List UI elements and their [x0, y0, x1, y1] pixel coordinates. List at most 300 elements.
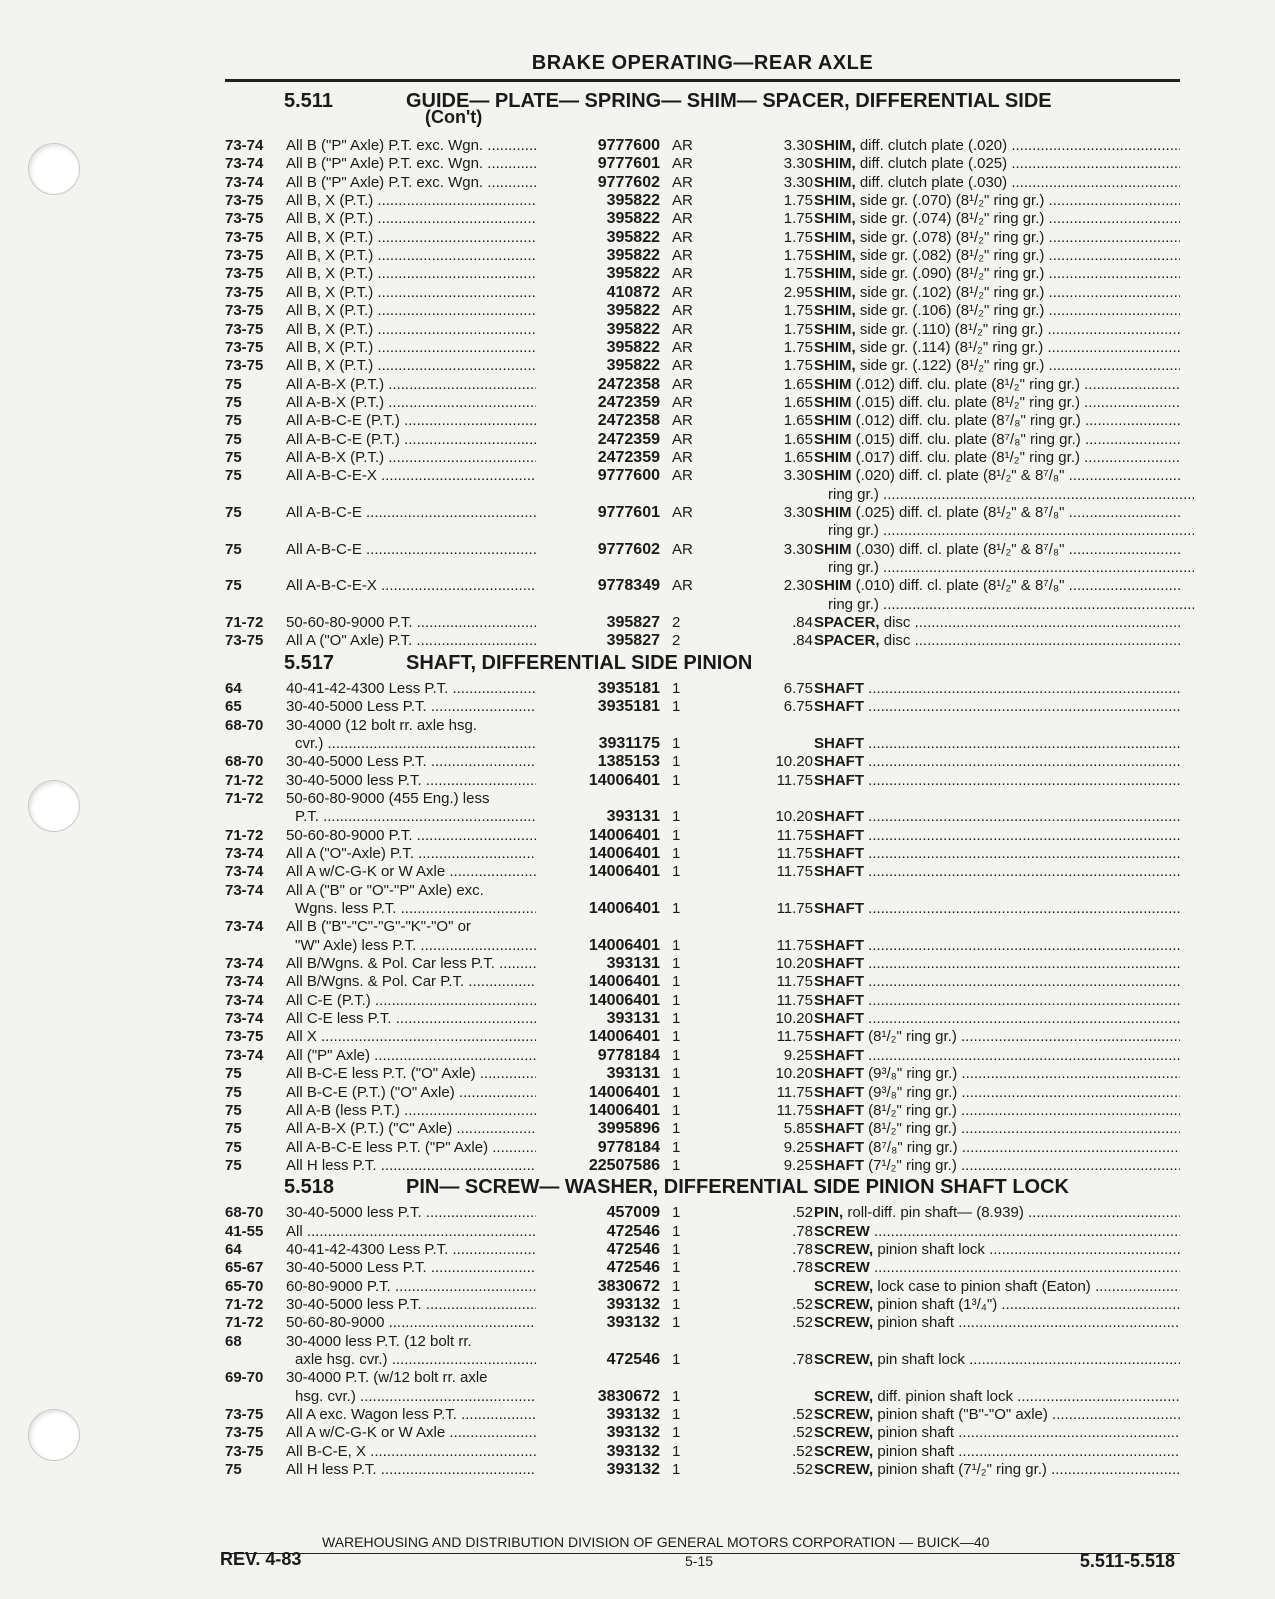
part-description	[814, 1028, 1180, 1046]
part-detail: (.015) diff. clu. plate (8⁷/₈" ring gr.)	[851, 430, 1081, 448]
model-year: 73-75	[225, 1028, 264, 1046]
model-year: 65-67	[225, 1259, 264, 1277]
table-row	[225, 577, 1180, 595]
model-application: All .....	[286, 1223, 536, 1241]
model-year: 71-72	[225, 1314, 264, 1332]
model-application: All A-B-C-E .....	[286, 504, 536, 522]
part-name: SHAFT	[814, 808, 864, 826]
table-row	[225, 1406, 1180, 1424]
quantity: 1	[672, 1065, 681, 1083]
table-row	[225, 790, 1180, 808]
model-application-continued: axle hsg. cvr.) .....	[295, 1351, 536, 1369]
price: .78	[792, 1222, 813, 1240]
model-application: 50-60-80-9000 (455 Eng.) less	[286, 789, 490, 807]
part-name: SHAFT	[814, 1101, 864, 1119]
quantity: 1	[672, 1204, 681, 1222]
part-number: 14006401	[588, 771, 660, 789]
model-year: 73-74	[225, 955, 264, 973]
table-row	[225, 1204, 1180, 1222]
table-row	[225, 1296, 1180, 1314]
part-detail: roll-diff. pin shaft— (8.939)	[843, 1204, 1024, 1222]
model-application: All A-B-C-E .....	[286, 541, 536, 559]
model-application: All B, X (P.T.) .....	[286, 302, 536, 320]
model-application: All B-C-E (P.T.) ("O" Axle) .....	[286, 1084, 536, 1102]
table-row	[225, 321, 1180, 339]
part-description	[814, 1139, 1180, 1157]
part-detail: (8¹/₂" ring gr.)	[864, 1028, 957, 1046]
part-detail: (8⁷/₈" ring gr.)	[864, 1138, 958, 1156]
price: .52	[792, 1314, 813, 1332]
part-description	[814, 467, 1180, 485]
part-name: SHIM,	[814, 338, 856, 356]
part-description	[814, 808, 1180, 826]
quantity: 1	[672, 863, 681, 881]
model-year: 73-74	[225, 844, 264, 862]
table-row	[225, 229, 1180, 247]
part-name: SHAFT	[814, 863, 864, 881]
section-number: 5.518	[284, 1176, 335, 1199]
quantity: AR	[672, 228, 693, 246]
quantity: AR	[672, 375, 693, 393]
table-row	[225, 680, 1180, 698]
model-application: All X .....	[286, 1028, 536, 1046]
table-row	[225, 1314, 1180, 1332]
part-detail: (8¹/₂" ring gr.)	[864, 1101, 957, 1119]
quantity: AR	[672, 265, 693, 283]
quantity: AR	[672, 577, 693, 595]
section-heading	[284, 1176, 1069, 1199]
part-number: 14006401	[588, 900, 660, 917]
model-application: All H less P.T. .....	[286, 1157, 536, 1175]
part-name: SHAFT	[814, 973, 864, 991]
model-year: 73-75	[225, 302, 264, 320]
model-year: 73-74	[225, 863, 264, 881]
table-row	[225, 559, 1180, 577]
quantity: 1	[672, 808, 681, 826]
part-name: SHIM,	[814, 210, 856, 228]
table-row	[225, 376, 1180, 394]
quantity: AR	[672, 302, 693, 320]
description-continuation: ring gr.) .....	[828, 486, 1194, 504]
part-name: SHAFT	[814, 771, 864, 789]
part-description	[814, 955, 1180, 973]
quantity: 1	[672, 1442, 681, 1460]
section-title: PIN— SCREW— WASHER, DIFFERENTIAL SIDE PINION SHAFT LOCK	[406, 1176, 1069, 1199]
model-year: 73-75	[225, 1424, 264, 1442]
table-row	[225, 265, 1180, 283]
price: .52	[792, 1296, 813, 1313]
part-name: SHIM,	[814, 192, 856, 210]
part-number: 3931175	[598, 734, 660, 752]
quantity: 1	[672, 1387, 681, 1405]
model-application: All B, X (P.T.) .....	[286, 210, 536, 228]
table-row	[225, 955, 1180, 973]
part-name: SCREW,	[814, 1351, 874, 1369]
model-application-continued: hsg. cvr.) .....	[295, 1388, 536, 1406]
quantity: 2	[672, 632, 681, 650]
part-number: 9777600	[597, 137, 660, 154]
model-year: 71-72	[225, 789, 264, 807]
part-name: SHIM	[814, 504, 852, 521]
part-number: 472546	[606, 1240, 660, 1258]
price: 10.20	[775, 808, 813, 826]
part-description	[814, 1351, 1180, 1369]
part-number: 9777602	[597, 540, 660, 558]
model-application: All A-B-C-E-X .....	[286, 467, 536, 485]
price: 1.65	[783, 448, 813, 466]
model-year: 73-75	[225, 283, 264, 301]
table-row	[225, 449, 1180, 467]
part-description	[814, 1296, 1180, 1314]
quantity: 1	[672, 1101, 681, 1119]
part-number: 393132	[606, 1461, 660, 1479]
part-name: SCREW,	[814, 1461, 874, 1479]
price: 11.75	[776, 973, 813, 991]
part-number: 9778184	[597, 1138, 660, 1156]
part-description	[814, 1406, 1180, 1424]
part-detail: (.010) diff. cl. plate (8¹/₂" & 8⁷/₈"	[851, 577, 1065, 595]
description-continuation: ring gr.) .....	[828, 522, 1194, 540]
part-description	[814, 1204, 1180, 1222]
model-year: 73-74	[225, 1046, 264, 1064]
part-number: 472546	[606, 1259, 660, 1277]
price: 3.30	[783, 137, 813, 154]
price: 1.75	[783, 192, 813, 210]
part-description	[814, 753, 1180, 771]
part-number: 393131	[606, 955, 660, 973]
price: 11.75	[776, 844, 813, 862]
model-year: 75	[225, 467, 242, 485]
price: .78	[792, 1240, 813, 1258]
part-name: SPACER,	[814, 632, 880, 650]
price: 11.75	[776, 826, 813, 844]
part-number: 395822	[606, 265, 660, 283]
part-description	[814, 284, 1180, 302]
part-number: 395822	[606, 210, 660, 228]
model-application: 30-40-5000 less P.T. .....	[286, 1296, 536, 1314]
price: 6.75	[783, 679, 813, 697]
part-detail: (.012) diff. clu. plate (8⁷/₈" ring gr.)	[851, 412, 1081, 430]
model-year: 64	[225, 679, 242, 697]
price: 2.30	[783, 577, 813, 595]
model-application: All B-C-E, X .....	[286, 1443, 536, 1461]
model-application: 60-80-9000 P.T. .....	[286, 1278, 536, 1296]
table-row	[225, 412, 1180, 430]
quantity: 1	[672, 991, 681, 1009]
part-description	[814, 900, 1180, 918]
part-detail: pinion shaft (7¹/₂" ring gr.)	[873, 1461, 1047, 1479]
quantity: 1	[672, 973, 681, 991]
model-year: 75	[225, 393, 242, 411]
part-number: 3995896	[597, 1120, 660, 1138]
part-detail: side gr. (.102) (8¹/₂" ring gr.)	[855, 283, 1045, 301]
price: 9.25	[783, 1156, 813, 1174]
part-number: 393132	[606, 1442, 660, 1460]
model-year: 75	[225, 1120, 242, 1138]
model-year: 73-74	[225, 1010, 264, 1028]
part-description	[814, 1259, 1180, 1277]
price: 1.75	[783, 210, 813, 228]
model-year: 73-75	[225, 320, 264, 338]
price: 11.75	[776, 991, 813, 1009]
part-description	[814, 1102, 1180, 1120]
table-row	[225, 1065, 1180, 1083]
table-row	[225, 753, 1180, 771]
part-description	[814, 394, 1180, 412]
part-number: 14006401	[588, 826, 660, 844]
part-description	[814, 1120, 1180, 1138]
header-rule	[225, 79, 1180, 82]
part-description	[814, 973, 1180, 991]
quantity: 1	[672, 1424, 681, 1442]
model-application: 30-40-5000 Less P.T. .....	[286, 753, 536, 771]
part-description	[814, 504, 1180, 522]
model-application: All A-B (less P.T.) .....	[286, 1102, 536, 1120]
part-number: 457009	[606, 1204, 660, 1222]
quantity: 1	[672, 1156, 681, 1174]
binder-hole-bottom	[28, 1409, 80, 1461]
footer-division: WAREHOUSING AND DISTRIBUTION DIVISION OF GENERAL MOTORS CORPORATION — BUICK—40	[322, 1534, 990, 1550]
model-year: 75	[225, 1461, 242, 1479]
model-year: 75	[225, 1083, 242, 1101]
model-application: 30-4000 (12 bolt rr. axle hsg.	[286, 716, 477, 734]
model-application: 30-40-5000 less P.T. .....	[286, 772, 536, 790]
part-number: 393131	[606, 808, 660, 826]
table-row	[225, 1241, 1180, 1259]
part-name: SCREW,	[814, 1442, 874, 1460]
table-row	[225, 632, 1180, 650]
part-detail: side gr. (.090) (8¹/₂" ring gr.)	[855, 265, 1045, 283]
price: 1.75	[783, 320, 813, 338]
part-description	[814, 1047, 1180, 1065]
price: 3.30	[783, 155, 813, 173]
table-row	[225, 467, 1180, 485]
quantity: AR	[672, 357, 693, 375]
model-application-continued: cvr.) .....	[295, 735, 536, 753]
table-row	[225, 541, 1180, 559]
model-application: 40-41-42-4300 Less P.T. .....	[286, 1241, 536, 1259]
model-year: 73-75	[225, 1406, 264, 1424]
part-number: 393132	[606, 1296, 660, 1313]
table-row	[225, 339, 1180, 357]
model-application: All A-B-C-E less P.T. ("P" Axle) .....	[286, 1139, 536, 1157]
price: 3.30	[783, 504, 813, 521]
part-description	[814, 302, 1180, 320]
table-row	[225, 522, 1180, 540]
price: 1.75	[783, 228, 813, 246]
part-number: 3935181	[597, 698, 660, 716]
quantity: AR	[672, 283, 693, 301]
price: 9.25	[783, 1046, 813, 1064]
model-application: All A-B-X (P.T.) ("C" Axle) .....	[286, 1120, 536, 1138]
quantity: AR	[672, 210, 693, 228]
model-year: 73-74	[225, 918, 264, 936]
quantity: 1	[672, 1010, 681, 1028]
part-detail: (.012) diff. clu. plate (8¹/₂" ring gr.)	[851, 375, 1080, 393]
part-number: 395827	[606, 632, 660, 650]
price: 1.65	[783, 375, 813, 393]
part-detail: side gr. (.070) (8¹/₂" ring gr.)	[855, 192, 1045, 210]
part-detail: pin shaft lock	[873, 1351, 965, 1369]
part-description	[814, 1065, 1180, 1083]
table-row	[225, 845, 1180, 863]
table-row	[225, 973, 1180, 991]
page-header: BRAKE OPERATING—REAR AXLE	[531, 52, 874, 74]
quantity: 1	[672, 1138, 681, 1156]
part-description	[814, 992, 1180, 1010]
quantity: AR	[672, 320, 693, 338]
part-number: 2472359	[597, 393, 660, 411]
part-name: SHAFT	[814, 1120, 864, 1138]
part-name: SHIM,	[814, 155, 856, 173]
model-year: 41-55	[225, 1222, 264, 1240]
quantity: AR	[672, 173, 693, 191]
model-year: 68-70	[225, 716, 264, 734]
section-subtitle: (Con't)	[425, 107, 483, 127]
table-row	[225, 937, 1180, 955]
part-detail: side gr. (.106) (8¹/₂" ring gr.)	[855, 302, 1045, 320]
part-description	[814, 339, 1180, 357]
quantity: 1	[672, 1259, 681, 1277]
model-year: 75	[225, 1138, 242, 1156]
part-description	[814, 412, 1180, 430]
part-description	[814, 1278, 1180, 1296]
part-number: 2472359	[597, 448, 660, 466]
price: .52	[792, 1461, 813, 1479]
part-detail: pinion shaft	[873, 1314, 955, 1332]
quantity: 1	[672, 936, 681, 954]
model-application: All B ("P" Axle) P.T. exc. Wgn. .....	[286, 137, 536, 155]
part-detail: (8¹/₂" ring gr.)	[864, 1120, 957, 1138]
part-number: 14006401	[588, 1083, 660, 1101]
part-number: 393132	[606, 1424, 660, 1442]
price: 1.65	[783, 430, 813, 448]
part-name: SHIM,	[814, 228, 856, 246]
table-row	[225, 1157, 1180, 1175]
part-number: 2472358	[597, 375, 660, 393]
model-year: 75	[225, 375, 242, 393]
table-row	[225, 1223, 1180, 1241]
part-name: SHAFT	[814, 753, 864, 771]
table-row	[225, 486, 1180, 504]
section-number: 5.517	[284, 651, 335, 674]
price: .52	[792, 1442, 813, 1460]
part-detail: side gr. (.122) (8¹/₂" ring gr.)	[855, 357, 1045, 375]
part-description	[814, 698, 1180, 716]
model-year: 68-70	[225, 1204, 264, 1222]
model-application: All H less P.T. .....	[286, 1461, 536, 1479]
part-name: SCREW,	[814, 1424, 874, 1442]
model-application: All A-B-X (P.T.) .....	[286, 376, 536, 394]
binder-hole-top	[28, 143, 80, 195]
part-description	[814, 772, 1180, 790]
model-application: All A ("B" or "O"-"P" Axle) exc.	[286, 881, 484, 899]
price: 11.75	[776, 936, 813, 954]
quantity: AR	[672, 247, 693, 265]
table-row	[225, 698, 1180, 716]
part-name: SHIM,	[814, 265, 856, 283]
part-number: 14006401	[588, 844, 660, 862]
model-year: 73-74	[225, 173, 264, 191]
part-description	[814, 1084, 1180, 1102]
model-application: All A ("O"-Axle) P.T. .....	[286, 845, 536, 863]
part-name: SHIM,	[814, 173, 856, 191]
part-name: SCREW	[814, 1259, 870, 1277]
model-year: 75	[225, 430, 242, 448]
part-name: SHAFT	[814, 826, 864, 844]
table-row	[225, 284, 1180, 302]
model-year: 64	[225, 1240, 242, 1258]
part-number: 14006401	[588, 863, 660, 881]
part-description	[814, 357, 1180, 375]
part-number: 14006401	[588, 973, 660, 991]
part-detail: pinion shaft ("B"-"O" axle)	[873, 1406, 1048, 1424]
table-row	[225, 1120, 1180, 1138]
part-description	[814, 229, 1180, 247]
part-number: 395827	[606, 614, 660, 632]
model-application-continued: Wgns. less P.T. .....	[295, 900, 536, 918]
part-detail: side gr. (.074) (8¹/₂" ring gr.)	[855, 210, 1045, 228]
part-number: 9778184	[597, 1046, 660, 1064]
part-description	[814, 1443, 1180, 1461]
model-application: All ("P" Axle) .....	[286, 1047, 536, 1065]
table-row	[225, 717, 1180, 735]
model-application-continued: P.T. .....	[295, 808, 536, 826]
model-application: All A w/C-G-K or W Axle .....	[286, 1424, 536, 1442]
model-application: All C-E (P.T.) .....	[286, 992, 536, 1010]
table-row	[225, 1047, 1180, 1065]
price: 11.75	[776, 1028, 813, 1046]
quantity: 1	[672, 771, 681, 789]
table-row	[225, 247, 1180, 265]
part-description	[814, 577, 1180, 595]
part-detail: (9³/₈" ring gr.)	[864, 1065, 958, 1083]
table-row	[225, 1424, 1180, 1442]
model-year: 73-74	[225, 991, 264, 1009]
model-year: 73-75	[225, 338, 264, 356]
part-description	[814, 192, 1180, 210]
model-year: 71-72	[225, 614, 264, 632]
table-row	[225, 1028, 1180, 1046]
part-description	[814, 1223, 1180, 1241]
part-description	[814, 376, 1180, 394]
model-application: All A-B-C-E-X .....	[286, 577, 536, 595]
part-description	[814, 1424, 1180, 1442]
part-name: SHAFT	[814, 1083, 864, 1101]
price: 2.95	[783, 283, 813, 301]
price: 1.65	[783, 393, 813, 411]
price: 11.75	[776, 1083, 813, 1101]
model-application: 40-41-42-4300 Less P.T. .....	[286, 680, 536, 698]
model-year: 75	[225, 577, 242, 595]
model-application: 30-40-5000 less P.T. .....	[286, 1204, 536, 1222]
table-row	[225, 174, 1180, 192]
part-detail: side gr. (.110) (8¹/₂" ring gr.)	[855, 320, 1044, 338]
section-title: GUIDE— PLATE— SPRING— SHIM— SPACER, DIFFERENTIAL SIDE	[406, 90, 1052, 112]
model-application: All C-E less P.T. .....	[286, 1010, 536, 1028]
description-continuation: ring gr.) .....	[828, 559, 1194, 577]
part-description	[814, 1314, 1180, 1332]
price: 1.75	[783, 338, 813, 356]
model-application: 30-40-5000 Less P.T. .....	[286, 698, 536, 716]
price: .84	[792, 614, 813, 632]
part-description	[814, 632, 1180, 650]
quantity: AR	[672, 430, 693, 448]
model-application: 50-60-80-9000 P.T. .....	[286, 827, 536, 845]
part-detail: side gr. (.082) (8¹/₂" ring gr.)	[855, 247, 1045, 265]
part-description	[814, 863, 1180, 881]
price: 5.85	[783, 1120, 813, 1138]
